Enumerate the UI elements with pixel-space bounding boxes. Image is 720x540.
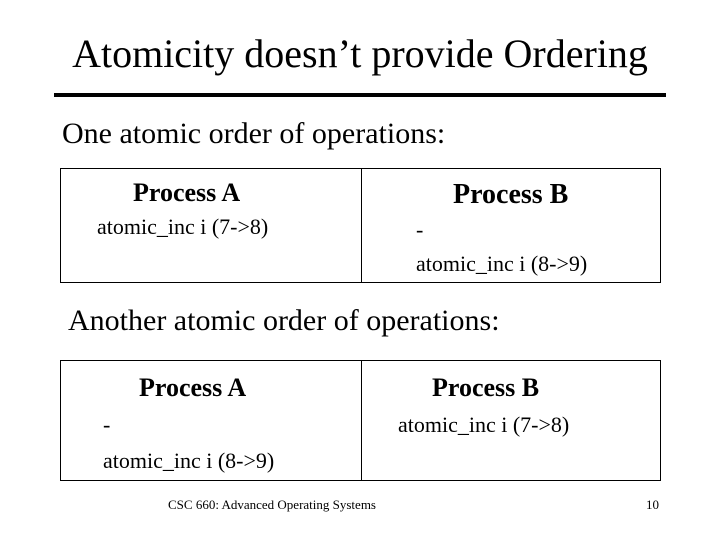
table-divider <box>361 361 362 480</box>
order-1-process-b-dash: - <box>416 217 424 242</box>
section-2-heading: Another atomic order of operations: <box>68 304 500 337</box>
section-1-heading: One atomic order of operations: <box>62 117 446 150</box>
order-2-process-a-op: atomic_inc i (8->9) <box>103 448 275 473</box>
order-1-process-a-op: atomic_inc i (7->8) <box>97 214 269 239</box>
order-2-process-b-op: atomic_inc i (7->8) <box>398 412 570 437</box>
order-1-table <box>60 168 661 283</box>
footer-page-number: 10 <box>646 497 659 512</box>
order-2-process-b-label: Process B <box>432 373 540 402</box>
order-2-process-a-dash: - <box>103 412 111 437</box>
footer-course: CSC 660: Advanced Operating Systems <box>168 497 376 512</box>
order-2-table <box>60 360 661 481</box>
order-1-process-b-label: Process B <box>453 179 569 210</box>
order-2-process-a-label: Process A <box>139 373 247 402</box>
slide-title: Atomicity doesn’t provide Ordering <box>72 31 648 76</box>
order-1-process-b-op: atomic_inc i (8->9) <box>416 251 588 276</box>
table-divider <box>361 169 362 282</box>
title-underline <box>54 93 666 97</box>
order-1-process-a-label: Process A <box>133 178 241 207</box>
